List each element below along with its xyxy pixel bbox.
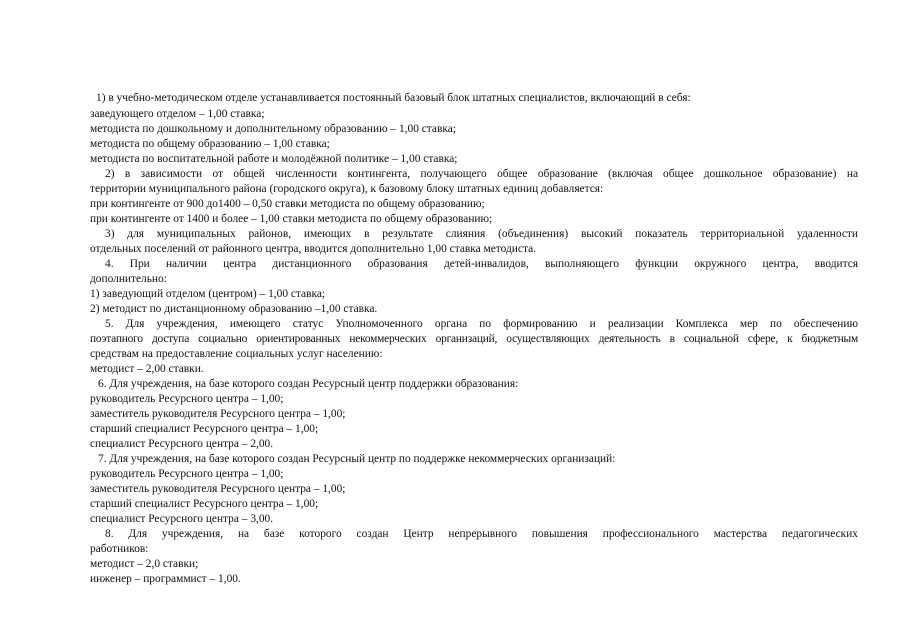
paragraph-line: специалист Ресурсного центра – 3,00. xyxy=(90,513,274,525)
paragraph-line: 1) в учебно-методическом отделе устанавливается постоянный базовый блок штатных специалистов, включающий в себя: xyxy=(96,92,691,104)
paragraph-line: при контингенте от 1400 и более – 1,00 ставки методиста по общему образованию; xyxy=(90,213,493,225)
paragraph-line: старший специалист Ресурсного центра – 1,00; xyxy=(90,498,319,510)
paragraph-line: при контингенте от 900 до1400 – 0,50 ставки методиста по общему образованию; xyxy=(90,198,485,210)
paragraph-line: 6. Для учреждения, на базе которого создан Ресурсный центр поддержки образования: xyxy=(98,378,519,390)
paragraph-line: методиста по дошкольному и дополнительному образованию – 1,00 ставка; xyxy=(90,123,456,135)
paragraph-line: дополнительно: xyxy=(90,273,167,285)
paragraph-line: 3) для муниципальных районов, имеющих в результате слияния (объединения) высокий показатель территориальной удаленности xyxy=(105,228,858,240)
paragraph-line: отдельных поселений от районного центра, вводится дополнительно 1,00 ставка методиста. xyxy=(90,243,536,255)
paragraph-line: 4. При наличии центра дистанционного образования детей-инвалидов, выполняющего функции окружного центра, вводится xyxy=(105,258,858,270)
paragraph-line: руководитель Ресурсного центра – 1,00; xyxy=(90,393,284,405)
paragraph-line: инженер – программист – 1,00. xyxy=(90,573,241,585)
paragraph-line: методист – 2,0 ставки; xyxy=(90,558,199,570)
paragraph-line: 8. Для учреждения, на базе которого создан Центр непрерывного повышения профессионального мастерства педагогических xyxy=(105,528,858,540)
paragraph-line: территории муниципального района (городского округа), к базовому блоку штатных единиц добавляется: xyxy=(90,183,604,195)
paragraph-line: 7. Для учреждения, на базе которого создан Ресурсный центр по поддержке некоммерческих организаций: xyxy=(98,453,616,465)
paragraph-line: методиста по воспитательной работе и молодёжной политике – 1,00 ставка; xyxy=(90,153,458,165)
paragraph-line: заместитель руководителя Ресурсного центра – 1,00; xyxy=(90,483,346,495)
paragraph-line: 2) методист по дистанционному образованию –1,00 ставка. xyxy=(90,303,378,315)
paragraph-line: специалист Ресурсного центра – 2,00. xyxy=(90,438,274,450)
paragraph-line: 2) в зависимости от общей численности контингента, получающего общее образование (включая общее дошкольное образование) на xyxy=(105,168,858,180)
paragraph-line: средствам на предоставление социальных услуг населению: xyxy=(90,348,383,360)
paragraph-line: методист – 2,00 ставки. xyxy=(90,363,204,375)
paragraph-line: работников: xyxy=(90,543,149,555)
paragraph-line: методиста по общему образованию – 1,00 ставка; xyxy=(90,138,330,150)
paragraph-line: старший специалист Ресурсного центра – 1,00; xyxy=(90,423,319,435)
paragraph-line: поэтапного доступа социально ориентированных некоммерческих организаций, осуществляющих деятельность в социальной сфере, к бюджетным xyxy=(90,333,858,345)
paragraph-line: 1) заведующий отделом (центром) – 1,00 ставка; xyxy=(90,288,326,300)
paragraph-line: руководитель Ресурсного центра – 1,00; xyxy=(90,468,284,480)
paragraph-line: 5. Для учреждения, имеющего статус Уполномоченного органа по формированию и реализации Комплекса мер по обеспечению xyxy=(105,318,858,330)
paragraph-line: заместитель руководителя Ресурсного центра – 1,00; xyxy=(90,408,346,420)
paragraph-line: заведующего отделом – 1,00 ставка; xyxy=(90,108,265,120)
